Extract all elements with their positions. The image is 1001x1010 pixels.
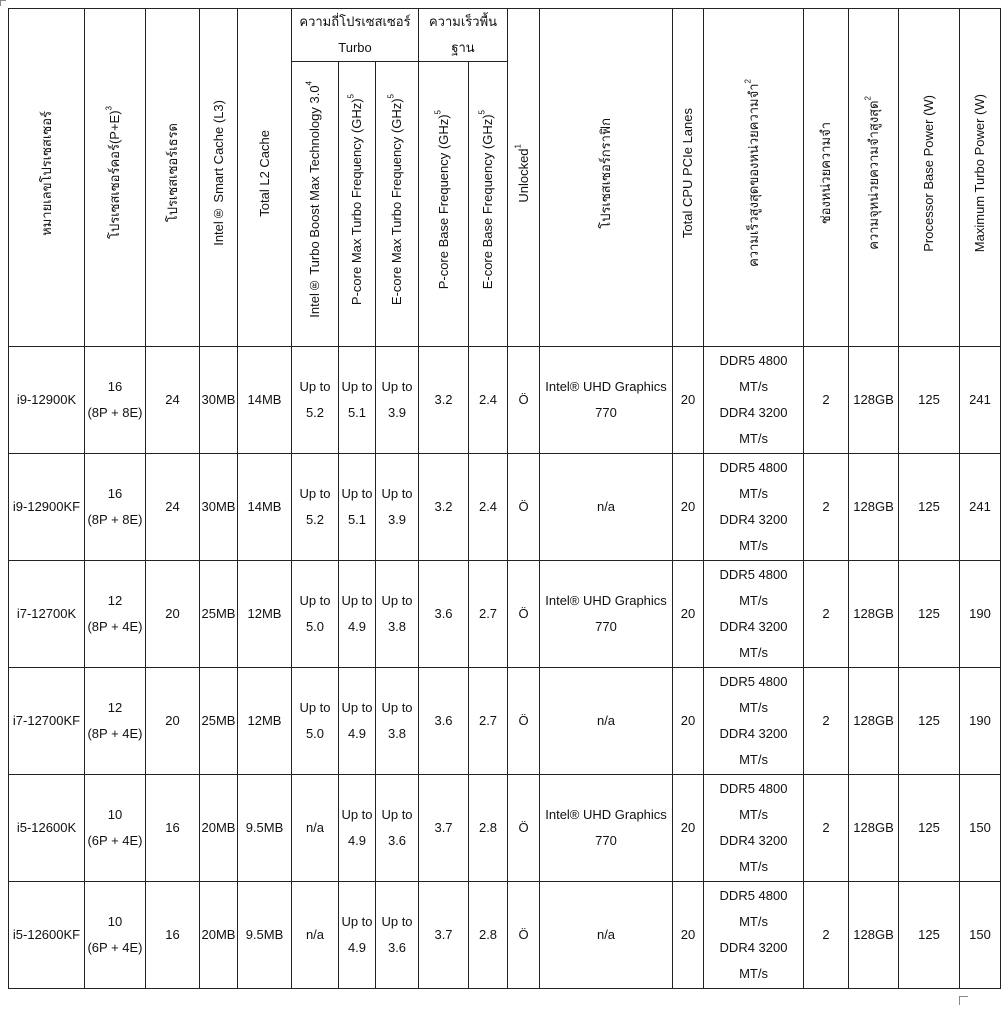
table-cell-cores: 10 (6P + 4E) [85,775,146,882]
table-cell: 20 [673,454,704,561]
table-cell-memspeed: DDR5 4800 MT/s DDR4 3200 MT/s [704,882,804,989]
table-cell: 128GB [849,454,899,561]
table-cell: Up to 3.8 [376,561,419,668]
table-cell: 2 [804,347,849,454]
table-cell: Up to 4.9 [339,561,376,668]
table-row [9,775,1001,882]
table-cell: i9-12900KF [9,454,85,561]
table-cell: 2.4 [469,454,508,561]
table-cell-memspeed: DDR5 4800 MT/s DDR4 3200 MT/s [704,561,804,668]
header-cache: Intel® Smart Cache (L3) [200,9,238,347]
table-cell: 3.6 [419,668,469,775]
table-cell: 2 [804,882,849,989]
table-cell: 128GB [849,775,899,882]
header-graphics: โปรเซสเซอร์กราฟิก [540,9,673,347]
table-cell-memspeed: DDR5 4800 MT/s DDR4 3200 MT/s [704,775,804,882]
table-cell: 128GB [849,882,899,989]
table-cell: 125 [899,775,960,882]
table-row [9,454,1001,561]
table-cell: 24 [146,454,200,561]
table-cell: 128GB [849,668,899,775]
table-cell: 20 [146,668,200,775]
table-cell: Up to 3.9 [376,454,419,561]
table-cell: Intel® UHD Graphics 770 [540,561,673,668]
header-cores: โปรเซสเซอร์คอร์$(P+E)^3$ [85,9,146,347]
table-cell: 30MB [200,347,238,454]
table-cell: 2 [804,668,849,775]
table-cell: 2.8 [469,775,508,882]
table-cell: 128GB [849,561,899,668]
table-cell: 241 [960,347,1001,454]
table-cell: 2 [804,775,849,882]
table-cell: 150 [960,775,1001,882]
header-pmax: P-core Max Turbo Frequency (GHz)$^5$ [339,62,376,347]
header-l2: Total L2 Cache [238,9,292,347]
table-cell: i5-12600K [9,775,85,882]
table-cell: 20MB [200,882,238,989]
table-cell: Ö [508,775,540,882]
table-cell: 190 [960,561,1001,668]
header-pbase: P-core Base Frequency (GHz)$^5$ [419,62,469,347]
table-cell: 3.2 [419,454,469,561]
table-cell: n/a [540,668,673,775]
table-cell: 16 [146,775,200,882]
table-cell: 128GB [849,347,899,454]
table-cell: 2.7 [469,561,508,668]
table-cell: 30MB [200,454,238,561]
header-pcie: Total CPU PCIe Lanes [673,9,704,347]
table-cell: 20MB [200,775,238,882]
table-cell: 125 [899,882,960,989]
table-cell: 25MB [200,668,238,775]
table-cell: 14MB [238,347,292,454]
table-cell: Up to 5.0 [292,668,339,775]
table-cell: 20 [146,561,200,668]
table-cell: n/a [292,882,339,989]
table-cell-memspeed: DDR5 4800 MT/s DDR4 3200 MT/s [704,454,804,561]
table-cell: 3.6 [419,561,469,668]
header-channels: ช่องหน่วยความจำ [804,9,849,347]
corner-mark [959,996,968,1005]
header-tbmt: Intel® Turbo Boost Max Technology $3.0^4$ [292,62,339,347]
table-cell: Up to 4.9 [339,882,376,989]
table-row [9,882,1001,989]
table-row [9,668,1001,775]
table-cell: Up to 5.2 [292,347,339,454]
table-cell: Up to 5.0 [292,561,339,668]
table-cell: 3.2 [419,347,469,454]
table-cell: 125 [899,668,960,775]
table-cell: Up to 5.1 [339,454,376,561]
processor-spec-table [8,8,1001,989]
table-cell: 14MB [238,454,292,561]
table-cell: Ö [508,668,540,775]
table-cell: 16 [146,882,200,989]
table-cell: 20 [673,668,704,775]
table-cell: 25MB [200,561,238,668]
table-cell: n/a [292,775,339,882]
table-cell: Intel® UHD Graphics 770 [540,775,673,882]
table-cell: 2 [804,454,849,561]
table-cell: Up to 3.8 [376,668,419,775]
table-cell: Ö [508,882,540,989]
table-cell: Up to 3.6 [376,882,419,989]
table-cell: 125 [899,561,960,668]
header-group-row [9,9,1001,62]
header-memspeed: ความเร็วสูงสุดของหน่วยความจำ$^2$ [704,9,804,347]
table-cell: 2.7 [469,668,508,775]
table-cell: 3.7 [419,775,469,882]
header-model: หมายเลขโปรเซสเซอร์ [9,9,85,347]
table-cell-cores: 16 (8P + 8E) [85,454,146,561]
table-cell: 20 [673,561,704,668]
table-cell: 9.5MB [238,775,292,882]
table-row [9,561,1001,668]
table-cell: i7-12700K [9,561,85,668]
header-memmax: ความจุหน่วยความจำสูงสุด$^2$ [849,9,899,347]
table-cell: 12MB [238,668,292,775]
header-ebase: E-core Base Frequency (GHz)$^5$ [469,62,508,347]
table-cell: 2 [804,561,849,668]
table-cell-cores: 16 (8P + 8E) [85,347,146,454]
header-group-base: ความเร็วพื้นฐาน [419,9,508,62]
table-cell: Ö [508,347,540,454]
table-cell: 241 [960,454,1001,561]
table-cell-cores: 12 (8P + 4E) [85,561,146,668]
table-cell: i7-12700KF [9,668,85,775]
table-cell: n/a [540,454,673,561]
table-cell: Up to 4.9 [339,668,376,775]
table-cell: i5-12600KF [9,882,85,989]
table-cell: n/a [540,882,673,989]
table-cell-memspeed: DDR5 4800 MT/s DDR4 3200 MT/s [704,668,804,775]
corner-mark [0,0,6,6]
table-cell: 125 [899,347,960,454]
table-cell: 9.5MB [238,882,292,989]
table-cell: 125 [899,454,960,561]
table-cell: Up to 5.1 [339,347,376,454]
table-cell: Up to 5.2 [292,454,339,561]
table-cell: i9-12900K [9,347,85,454]
table-cell-cores: 10 (6P + 4E) [85,882,146,989]
header-threads: โปรเซสเซอร์เธรด [146,9,200,347]
table-cell: 20 [673,347,704,454]
table-cell: 24 [146,347,200,454]
table-cell: Ö [508,454,540,561]
table-row [9,347,1001,454]
table-cell: Up to 3.9 [376,347,419,454]
table-cell: 3.7 [419,882,469,989]
table-cell-memspeed: DDR5 4800 MT/s DDR4 3200 MT/s [704,347,804,454]
header-pbp: Processor Base Power (W) [899,9,960,347]
table-cell: Intel® UHD Graphics 770 [540,347,673,454]
table-cell: Ö [508,561,540,668]
table-cell-cores: 12 (8P + 4E) [85,668,146,775]
table-cell: Up to 4.9 [339,775,376,882]
table-cell: Up to 3.6 [376,775,419,882]
table-cell: 2.8 [469,882,508,989]
header-unlocked: Unlocked$^1$ [508,9,540,347]
table-cell: 190 [960,668,1001,775]
table-cell: 20 [673,882,704,989]
header-emax: E-core Max Turbo Frequency (GHz)$^5$ [376,62,419,347]
table-cell: 20 [673,775,704,882]
table-cell: 150 [960,882,1001,989]
table-cell: 12MB [238,561,292,668]
header-mtp: Maximum Turbo Power (W) [960,9,1001,347]
table-cell: 2.4 [469,347,508,454]
header-group-turbo: ความถี่โปรเซสเซอร์ Turbo [292,9,419,62]
